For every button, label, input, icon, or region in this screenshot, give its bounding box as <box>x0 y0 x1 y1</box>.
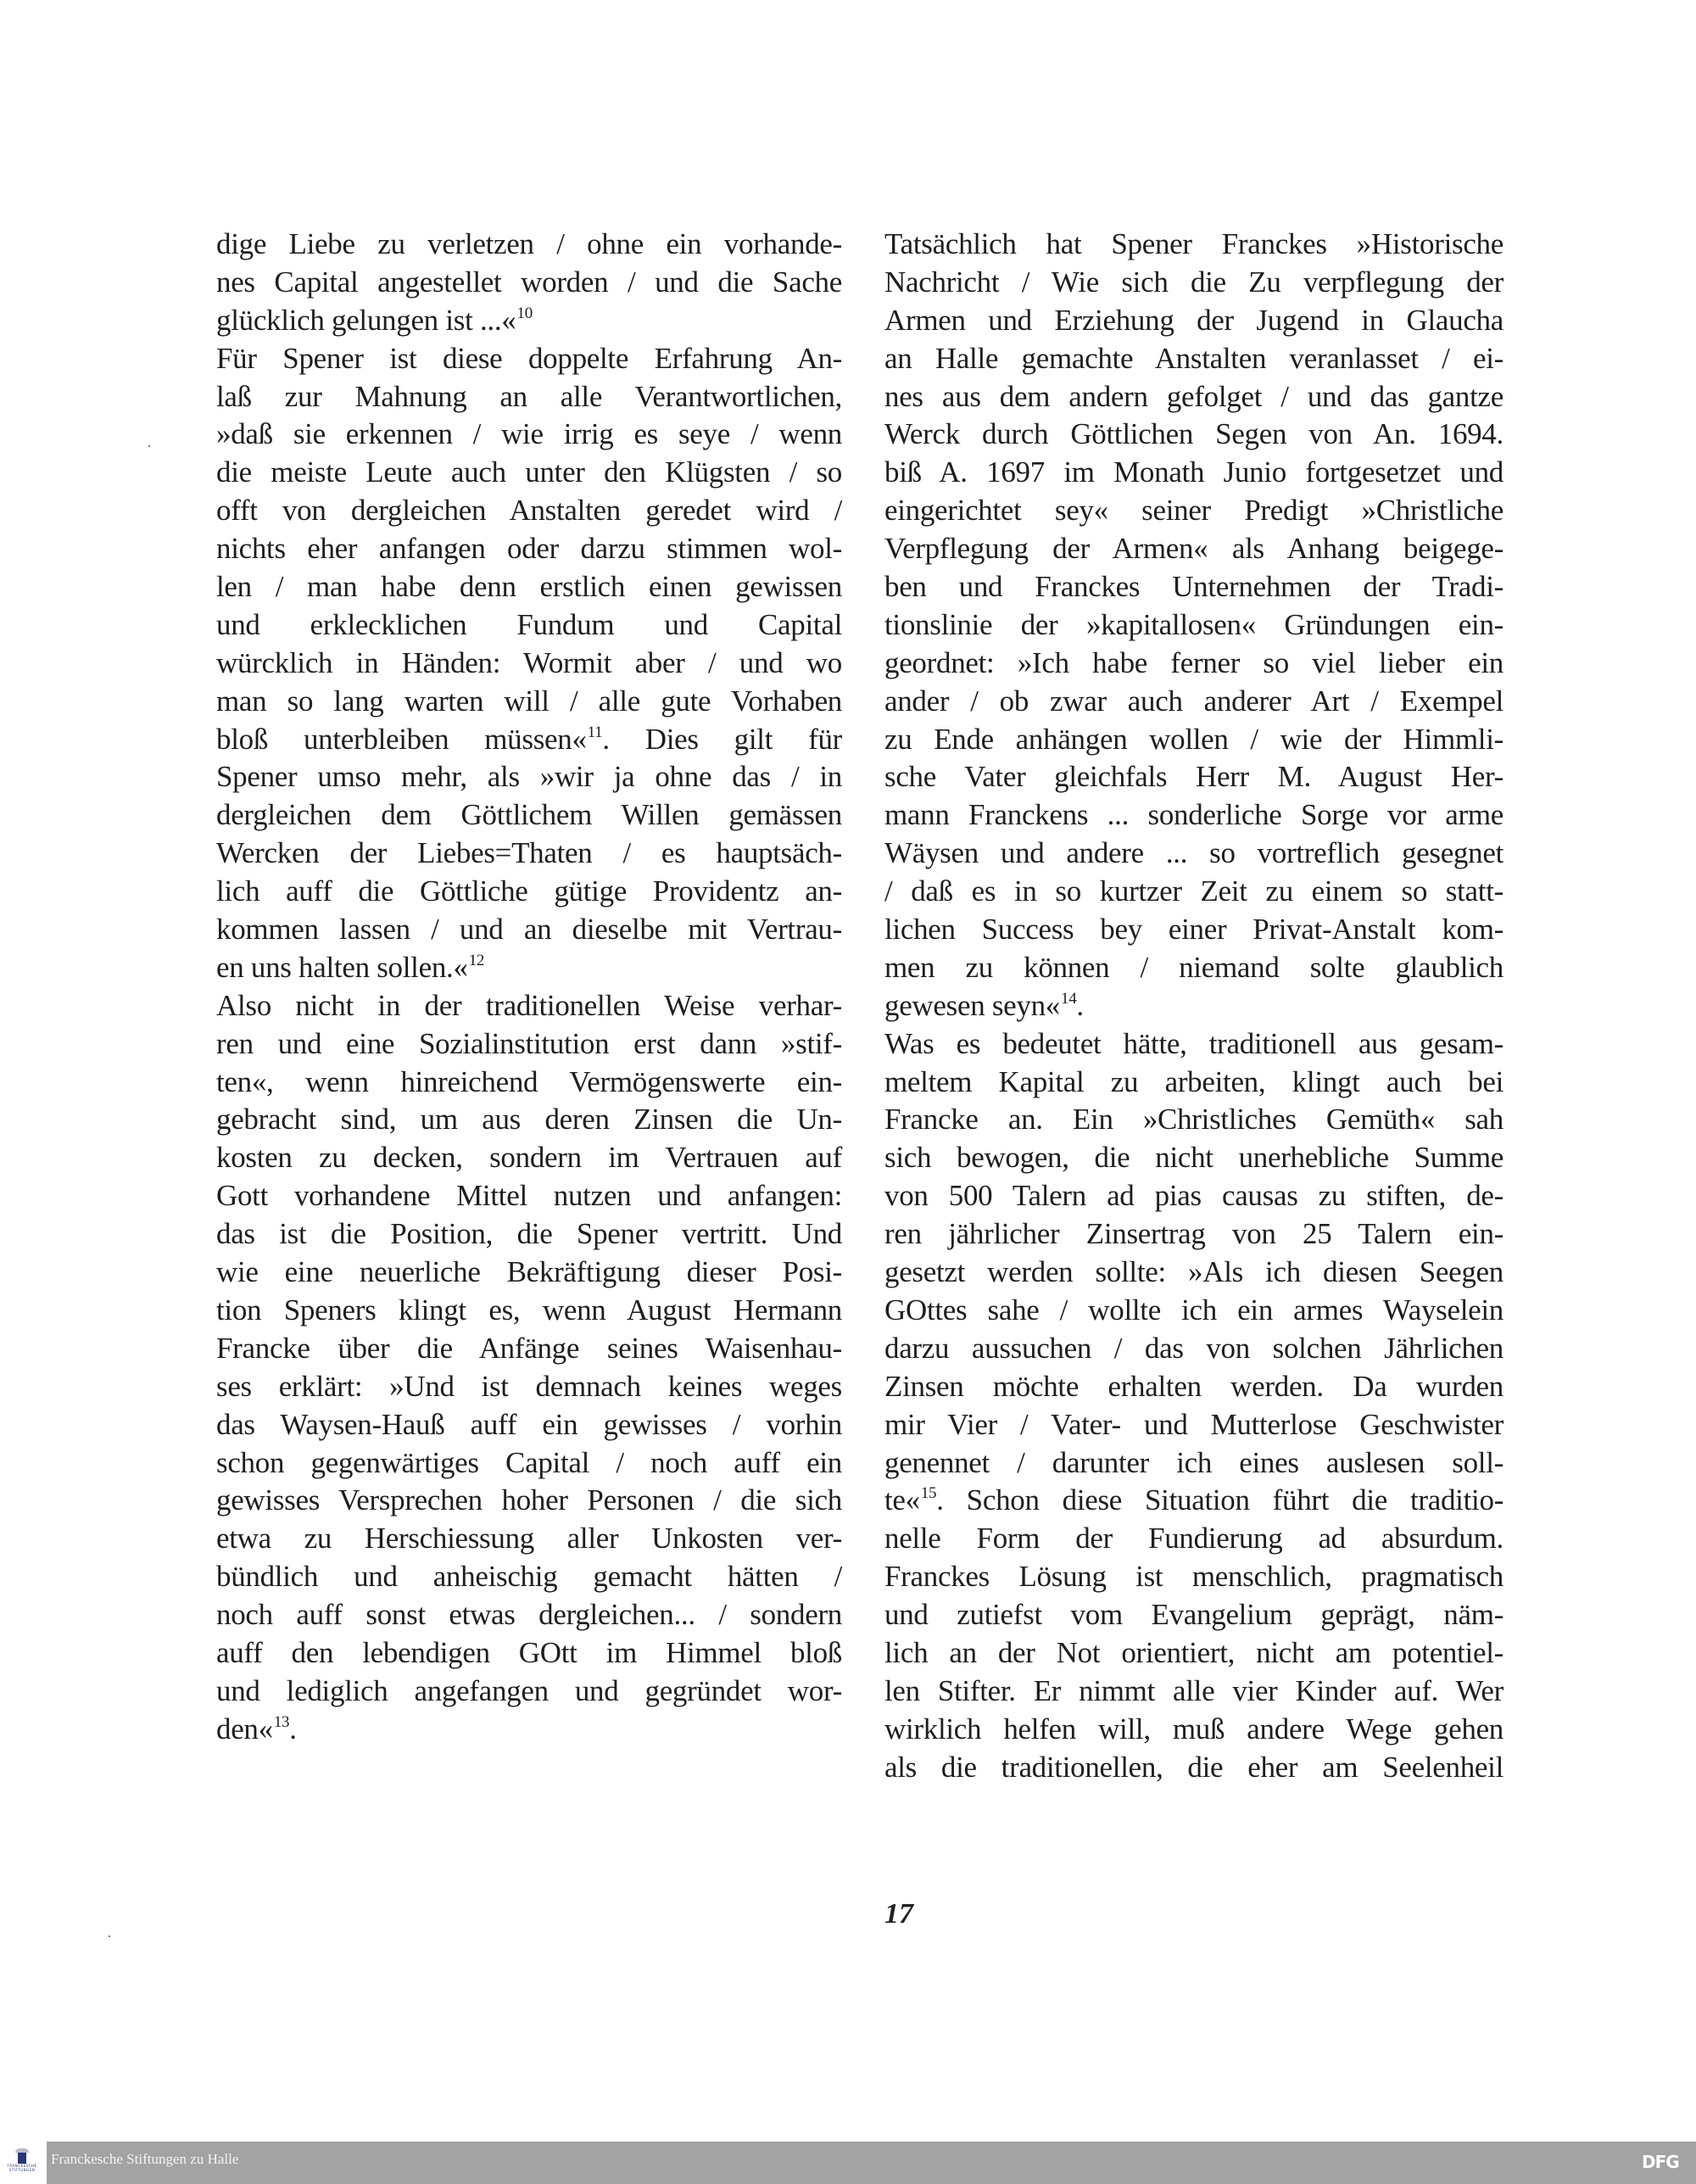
text-line: Für Spener ist diese doppelte Erfahrung An- <box>216 341 842 375</box>
text-line: Franckes Lösung ist menschlich, pragmatisch <box>884 1560 1504 1594</box>
text-line: die meiste Leute auch unter den Klügsten / so <box>216 455 842 489</box>
text-line: ren jährlicher Zinsertrag von 25 Talern ein- <box>884 1217 1504 1251</box>
scan-speck <box>148 445 150 447</box>
text-line: GOttes sahe / wollte ich ein armes Wayselein <box>884 1293 1504 1327</box>
text-line: das ist die Position, die Spener vertritt. Und <box>216 1217 842 1251</box>
text-line: etwa zu Herschiessung aller Unkosten ver- <box>216 1522 842 1556</box>
text-line: und zutiefst vom Evangelium geprägt, näm- <box>884 1598 1504 1632</box>
text-line: len Stifter. Er nimmt alle vier Kinder auf. Wer <box>884 1673 1504 1707</box>
text-line: offt von dergleichen Anstalten geredet wird / <box>216 494 842 528</box>
text-line: Armen und Erziehung der Jugend in Glaucha <box>884 303 1504 337</box>
footnote-ref-15[interactable]: 15 <box>920 1484 937 1503</box>
franckesche-stiftungen-emblem-icon <box>15 2148 29 2164</box>
text-line: men zu können / niemand solte glaublich <box>884 950 1504 984</box>
text-line: mann Franckens ... sonderliche Sorge vor arme <box>884 798 1504 832</box>
footnote-ref-14[interactable]: 14 <box>1061 989 1077 1008</box>
text-line: Spener umso mehr, als »wir ja ohne das / in <box>216 760 842 794</box>
dfg-logo-icon[interactable]: DFG <box>1642 2152 1679 2172</box>
text-line: Wäysen und andere ... so vortreflich gesegnet <box>884 836 1504 870</box>
text-line: wirklich helfen will, muß andere Wege gehen <box>884 1712 1504 1746</box>
text-line: zu Ende anhängen wollen / wie der Himmli- <box>884 722 1504 756</box>
text-line: an Halle gemachte Anstalten veranlasset / ei- <box>884 341 1504 375</box>
footnote-ref-12[interactable]: 12 <box>468 951 485 969</box>
page-number: 17 <box>884 1898 913 1930</box>
text-line: nes Capital angestellet worden / und die Sache <box>216 265 842 299</box>
text-line: biß A. 1697 im Monath Junio fortgesetzet und <box>884 455 1504 489</box>
text-line: genennet / darunter ich eines auslesen soll- <box>884 1445 1504 1479</box>
text-line: Gott vorhandene Mittel nutzen und anfangen: <box>216 1179 842 1213</box>
text-line: und lediglich angefangen und gegründet wor- <box>216 1673 842 1707</box>
text-line: würcklich in Händen: Wormit aber / und wo <box>216 645 842 679</box>
text-line: glücklich gelungen ist ...«$^{10}$ <box>216 303 533 337</box>
text-line: Wercken der Liebes=Thaten / es hauptsäch- <box>216 836 842 870</box>
footnote-ref-13[interactable]: 13 <box>273 1712 290 1731</box>
text-line: den«$^{13}$. <box>216 1712 297 1746</box>
right-text-column <box>884 226 1504 1787</box>
text-line: te«$^{15}$. Schon diese Situation führt die traditio- <box>884 1483 1504 1517</box>
text-line: Francke an. Ein »Christliches Gemüth« sah <box>884 1103 1504 1137</box>
text-line: schon gegenwärtiges Capital / noch auff ein <box>216 1445 842 1479</box>
text-line: noch auff sonst etwas dergleichen... / sondern <box>216 1598 842 1632</box>
text-line: Werck durch Göttlichen Segen von An. 1694. <box>884 417 1504 451</box>
text-line: meltem Kapital zu arbeiten, klingt auch bei <box>884 1064 1504 1098</box>
text-line: gewesen seyn«$^{14}$. <box>884 988 1084 1022</box>
text-line: Verpflegung der Armen« als Anhang beigege- <box>884 532 1504 566</box>
text-line: gesetzt werden sollte: »Als ich diesen Seegen <box>884 1255 1504 1289</box>
text-line: man so lang warten will / alle gute Vorhaben <box>216 684 842 718</box>
text-line: / daß es in so kurtzer Zeit zu einem so statt- <box>884 874 1504 908</box>
text-line: gewisses Versprechen hoher Personen / die sich <box>216 1483 842 1517</box>
text-line: von 500 Talern ad pias causas zu stiften, de- <box>884 1179 1504 1213</box>
text-line: wie eine neuerliche Bekräftigung dieser Posi- <box>216 1255 842 1289</box>
institution-logo[interactable] <box>0 2138 44 2182</box>
text-line: mir Vier / Vater- und Mutterlose Geschwister <box>884 1407 1504 1441</box>
footer-institution-title[interactable]: Franckesche Stiftungen zu Halle <box>51 2151 239 2167</box>
text-line: kosten zu decken, sondern im Vertrauen auf <box>216 1141 842 1175</box>
text-line: Also nicht in der traditionellen Weise verhar- <box>216 988 842 1022</box>
text-line: Nachricht / Wie sich die Zu verpflegung der <box>884 265 1504 299</box>
text-line: laß zur Mahnung an alle Verantwortlichen, <box>216 379 842 413</box>
text-line: len / man habe denn erstlich einen gewissen <box>216 570 842 604</box>
text-line: lich auff die Göttliche gütige Providentz an- <box>216 874 842 908</box>
text-line: ander / ob zwar auch anderer Art / Exempel <box>884 684 1504 718</box>
footnote-ref-11[interactable]: 11 <box>587 723 603 741</box>
text-line: eingerichtet sey« seiner Predigt »Christliche <box>884 494 1504 528</box>
text-line: nichts eher anfangen oder darzu stimmen wol- <box>216 532 842 566</box>
text-line: dige Liebe zu verletzen / ohne ein vorhande- <box>216 227 842 260</box>
text-line: gebracht sind, um aus deren Zinsen die Un- <box>216 1103 842 1137</box>
text-line: dergleichen dem Göttlichem Willen gemässen <box>216 798 842 832</box>
text-line: Zinsen möchte erhalten werden. Da wurden <box>884 1369 1504 1403</box>
text-line: Francke über die Anfänge seines Waisenhau- <box>216 1331 842 1365</box>
text-line: en uns halten sollen.«$^{12}$ <box>216 950 485 984</box>
text-line: nelle Form der Fundierung ad absurdum. <box>884 1522 1504 1556</box>
text-line: ten«, wenn hinreichend Vermögenswerte ein- <box>216 1064 842 1098</box>
text-line: ben und Franckes Unternehmen der Tradi- <box>884 570 1504 604</box>
text-line: geordnet: »Ich habe ferner so viel lieber ein <box>884 645 1504 679</box>
text-line: bündlich und anheischig gemacht hätten / <box>216 1560 842 1594</box>
text-line: bloß unterbleiben müssen«$^{11}$. Dies gilt für <box>216 722 842 756</box>
text-line: Tatsächlich hat Spener Franckes »Historische <box>884 227 1504 260</box>
left-text-column <box>216 226 842 1749</box>
text-line: sche Vater gleichfals Herr M. August Her- <box>884 760 1504 794</box>
text-line: und erklecklichen Fundum und Capital <box>216 607 842 641</box>
text-line: als die traditionellen, die eher am Seelenheil <box>884 1750 1504 1784</box>
text-line: nes aus dem andern gefolget / und das gantze <box>884 379 1504 413</box>
text-line: ses erklärt: »Und ist demnach keines weges <box>216 1369 842 1403</box>
scan-speck <box>109 1935 110 1937</box>
text-line: das Waysen-Hauß auff ein gewisses / vorhin <box>216 1407 842 1441</box>
footnote-ref-10[interactable]: 10 <box>516 304 533 322</box>
text-line: tionslinie der »kapitallosen« Gründungen ein- <box>884 607 1504 641</box>
text-line: lich an der Not orientiert, nicht am potentiel- <box>884 1635 1504 1669</box>
text-line: darzu aussuchen / das von solchen Jährlichen <box>884 1331 1504 1365</box>
text-line: kommen lassen / und an dieselbe mit Vertrau- <box>216 913 842 947</box>
text-line: sich bewogen, die nicht unerhebliche Summe <box>884 1141 1504 1175</box>
text-line: Was es bedeutet hätte, traditionell aus gesam- <box>884 1026 1504 1060</box>
text-line: ren und eine Sozialinstitution erst dann »stif- <box>216 1026 842 1060</box>
text-line: auff den lebendigen GOtt im Himmel bloß <box>216 1635 842 1669</box>
text-line: tion Speners klingt es, wenn August Hermann <box>216 1293 842 1327</box>
text-line: »daß sie erkennen / wie irrig es seye / wenn <box>216 417 842 451</box>
logo-text-line-1: FRANCKESCHE <box>7 2164 37 2168</box>
footer-strip <box>47 2142 1696 2184</box>
logo-text-line-2: STIFTUNGEN <box>8 2168 36 2172</box>
text-line: lichen Success bey einer Privat-Anstalt kom- <box>884 913 1504 947</box>
